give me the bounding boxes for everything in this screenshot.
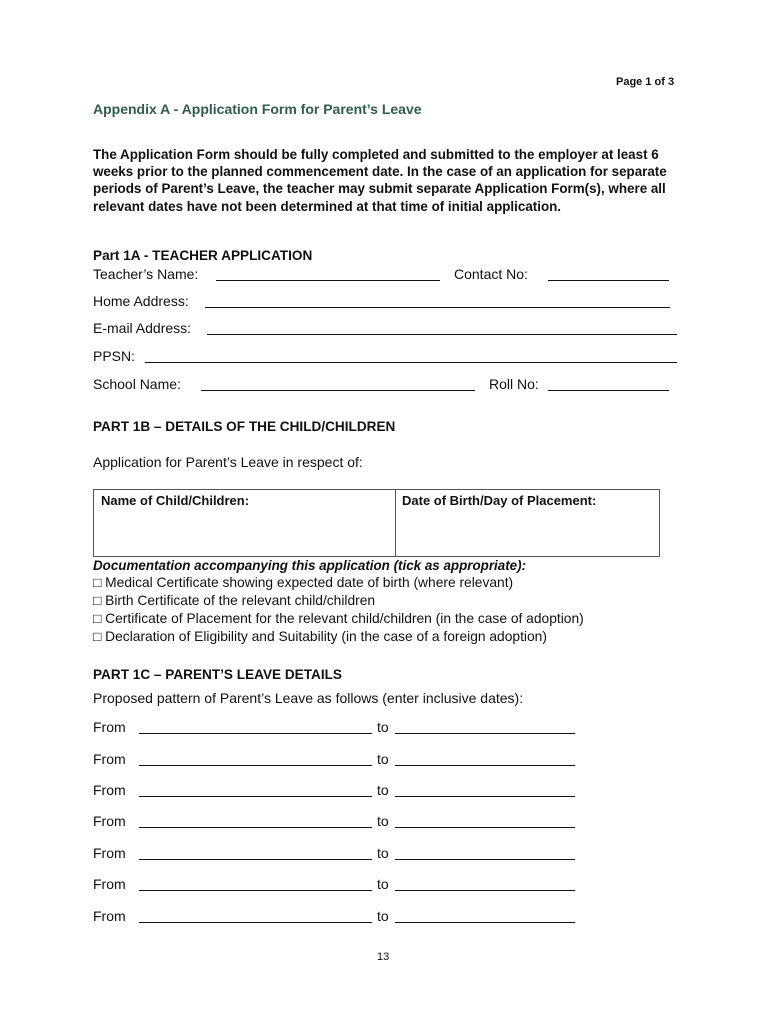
to-date-field[interactable] xyxy=(395,733,575,734)
to-date-field[interactable] xyxy=(395,796,575,797)
ppsn-label: PPSN: xyxy=(93,348,136,364)
from-label: From xyxy=(93,876,126,892)
to-label: to xyxy=(377,845,389,861)
part-1c-heading: PART 1C – PARENT’S LEAVE DETAILS xyxy=(93,667,342,682)
to-label: to xyxy=(377,751,389,767)
to-date-field[interactable] xyxy=(395,827,575,828)
to-date-field[interactable] xyxy=(395,890,575,891)
checkbox-medical-certificate[interactable]: □ Medical Certificate showing expected date of birth (where relevant) xyxy=(93,575,514,590)
from-date-field[interactable] xyxy=(139,733,372,734)
from-date-field[interactable] xyxy=(139,890,372,891)
page-indicator: Page 1 of 3 xyxy=(616,76,675,88)
from-date-field[interactable] xyxy=(139,827,372,828)
teacher-name-field[interactable] xyxy=(216,280,440,281)
from-label: From xyxy=(93,908,126,924)
from-date-field[interactable] xyxy=(139,796,372,797)
part-1c-intro: Proposed pattern of Parent’s Leave as follows (enter inclusive dates): xyxy=(93,690,524,706)
child-details-table xyxy=(93,489,660,557)
email-address-label: E-mail Address: xyxy=(93,320,192,336)
appendix-title: Appendix A - Application Form for Parent’s Leave xyxy=(93,101,422,117)
documentation-heading: Documentation accompanying this application (tick as appropriate): xyxy=(93,558,527,573)
checkbox-declaration-eligibility[interactable]: □ Declaration of Eligibility and Suitability (in the case of a foreign adoption) xyxy=(93,629,547,644)
to-date-field[interactable] xyxy=(395,922,575,923)
part-1a-heading: Part 1A - TEACHER APPLICATION xyxy=(93,248,313,263)
home-address-label: Home Address: xyxy=(93,293,189,309)
table-divider xyxy=(395,490,396,556)
checkbox-certificate-of-placement[interactable]: □ Certificate of Placement for the relevant child/children (in the case of adoption) xyxy=(93,611,584,626)
to-label: to xyxy=(377,908,389,924)
to-date-field[interactable] xyxy=(395,859,575,860)
contact-no-field[interactable] xyxy=(548,280,669,281)
from-label: From xyxy=(93,845,126,861)
school-name-label: School Name: xyxy=(93,376,181,392)
from-date-field[interactable] xyxy=(139,859,372,860)
roll-no-field[interactable] xyxy=(548,390,669,391)
from-label: From xyxy=(93,813,126,829)
teacher-name-label: Teacher’s Name: xyxy=(93,266,199,282)
to-label: to xyxy=(377,813,389,829)
from-date-field[interactable] xyxy=(139,922,372,923)
from-date-field[interactable] xyxy=(139,765,372,766)
to-date-field[interactable] xyxy=(395,765,575,766)
to-label: to xyxy=(377,782,389,798)
part-1b-intro: Application for Parent’s Leave in respect of: xyxy=(93,454,363,470)
dob-placement-header: Date of Birth/Day of Placement: xyxy=(402,493,597,508)
from-label: From xyxy=(93,751,126,767)
home-address-field[interactable] xyxy=(205,307,670,308)
email-address-field[interactable] xyxy=(207,334,677,335)
ppsn-field[interactable] xyxy=(145,362,677,363)
intro-paragraph: The Application Form should be fully completed and submitted to the employer at least 6 weeks prior to the planned commencement date. In the case of an application for separate periods of Parent’s Leave, the teacher may submit separate Application Form(s), where all relevant dates have not been determined at that time of initial application. xyxy=(93,147,667,214)
to-label: to xyxy=(377,719,389,735)
part-1b-heading: PART 1B – DETAILS OF THE CHILD/CHILDREN xyxy=(93,419,396,434)
from-label: From xyxy=(93,719,126,735)
from-label: From xyxy=(93,782,126,798)
child-name-header: Name of Child/Children: xyxy=(101,493,250,508)
school-name-field[interactable] xyxy=(201,390,475,391)
contact-no-label: Contact No: xyxy=(454,266,528,282)
page-number: 13 xyxy=(377,951,390,963)
checkbox-birth-certificate[interactable]: □ Birth Certificate of the relevant child/children xyxy=(93,593,376,608)
to-label: to xyxy=(377,876,389,892)
roll-no-label: Roll No: xyxy=(489,376,539,392)
